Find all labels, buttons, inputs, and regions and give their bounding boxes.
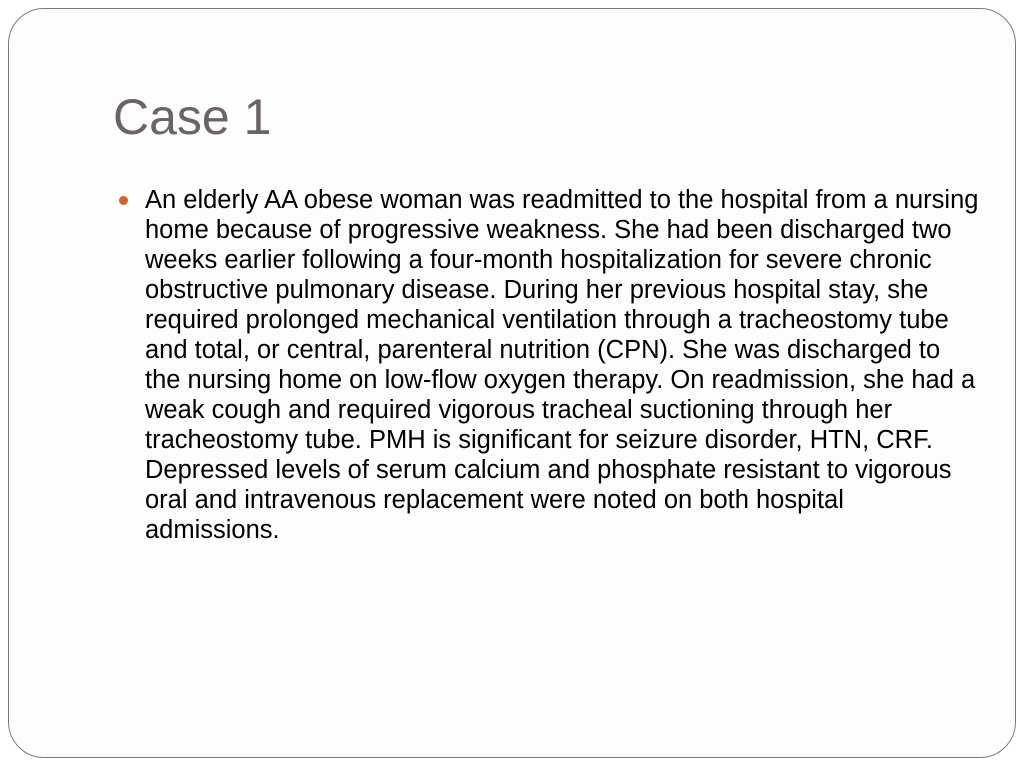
bullet-text: An elderly AA obese woman was readmitted to the hospital from a nursing home because of progressive weakness. She had been discharged two weeks earlier following a four-month hospitalization for severe chronic obstructive pulmonary disease. During her previous hospital stay, she required prolonged mechanical ventilation through a tracheostomy tube and total, or central, parenteral nutrition (CPN). She was discharged to the nursing home on low-flow oxygen therapy. On readmission, she had a weak cough and required vigorous tracheal suctioning through her tracheostomy tube. PMH is significant for seizure disorder, HTN, CRF. Depressed levels of serum calcium and phosphate resistant to vigorous oral and intravenous replacement were noted on both hospital admissions. [145, 186, 979, 544]
bullet-dot-icon [119, 196, 128, 205]
slide-frame [8, 8, 1016, 758]
bullet-list [119, 185, 979, 545]
slide-title: Case 1 [113, 89, 272, 145]
bullet-item [119, 185, 979, 545]
